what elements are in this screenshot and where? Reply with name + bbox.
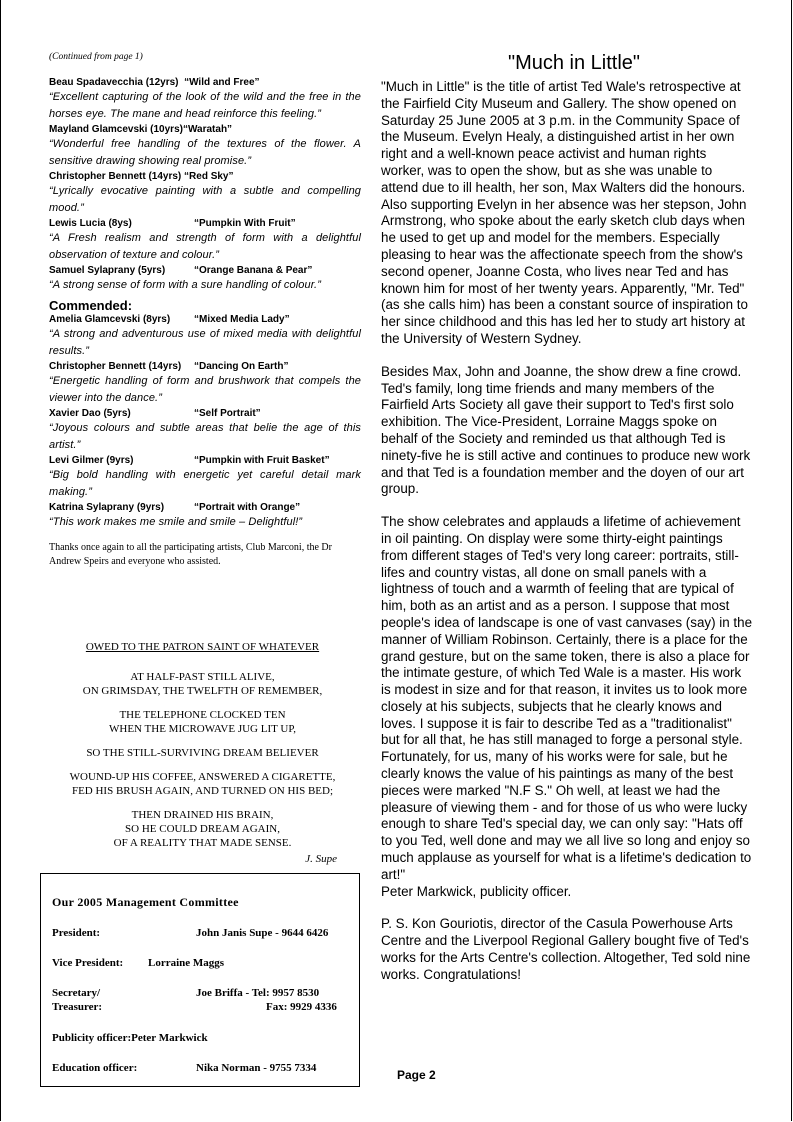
artwork-title: “Pumpkin With Fruit” xyxy=(194,218,296,229)
artwork-title: “Waratah” xyxy=(182,124,233,135)
vice-president-label: Vice President: xyxy=(52,957,124,969)
education-value: Nika Norman - 9755 7334 xyxy=(196,1062,317,1074)
vice-president-value: Lorraine Maggs xyxy=(148,957,225,969)
commended-entry xyxy=(49,407,361,454)
president-value: John Janis Supe - 9644 6426 xyxy=(196,927,329,939)
judge-critique: “A strong and adventurous use of mixed media with delightful results.” xyxy=(49,328,361,357)
artist-name: Christopher Bennett (14yrs) xyxy=(49,171,182,182)
artwork-title: “Mixed Media Lady” xyxy=(194,314,290,325)
poem-line: FED HIS BRUSH AGAIN, AND TURNED ON HIS BED; xyxy=(71,785,334,797)
artist-name: Mayland Glamcevski (10yrs) xyxy=(49,124,183,135)
artist-name: Beau Spadavecchia (12yrs) xyxy=(49,77,179,88)
commended-entry xyxy=(49,313,361,360)
poem-line: THE TELEPHONE CLOCKED TEN xyxy=(119,709,286,721)
article-paragraph: "Much in Little" is the title of artist Ted Wale's retrospective at the Fairfield City Museum and Gallery. The show opened on Saturday 25 June 2005 at 3 p.m. in the Community Space of the Museum. Evelyn Healy, a distinguished artist in her own right and a well-known peace activist and human rights worker, was to open the show, but as she was unable to attend due to ill health, her son, Max Walters did the honours. Also supporting Evelyn in her absence was her stepson, John Armstrong, who spoke about the early sketch club days when he used to get up and model for the members. Especially pleasing to hear was the affectionate speech from the show's second opener, Joanne Costa, who lives near Ted and has known him for most of her twenty years. Apparently, "Mr. Ted" (as she calls him) has been a constant source of inspiration to her since childhood and this has led her to study art history at the University of Western Sydney. xyxy=(381,79,748,346)
artist-name: Samuel Sylaprany (5yrs) xyxy=(49,265,166,276)
poem-line: SO HE COULD DREAM AGAIN, xyxy=(125,823,280,835)
award-entry xyxy=(49,217,361,264)
commended-entry xyxy=(49,360,361,407)
treasurer-label: Treasurer: xyxy=(52,1001,103,1013)
artwork-title: “Self Portrait” xyxy=(194,408,261,419)
award-entry xyxy=(49,123,361,170)
poem-title: OWED TO THE PATRON SAINT OF WHATEVER xyxy=(85,641,320,653)
artist-name: Xavier Dao (5yrs) xyxy=(49,408,131,419)
judge-critique: “Lyrically evocative painting with a subtle and compelling mood.” xyxy=(49,185,361,214)
artwork-title: “Pumpkin with Fruit Basket” xyxy=(194,455,330,466)
judge-critique: “Big bold handling with energetic yet careful detail mark making.” xyxy=(49,469,361,498)
judge-critique: “Excellent capturing of the look of the wild and the free in the horses eye. The mane and head reinforce this feeling.” xyxy=(49,91,361,120)
poem-line: OF A REALITY THAT MADE SENSE. xyxy=(113,837,292,849)
award-entries xyxy=(49,76,361,294)
poem-stanza xyxy=(40,770,365,798)
publicity-label: Publicity officer: xyxy=(52,1032,132,1044)
publicity-officer xyxy=(52,1032,208,1044)
poem-line: WOUND-UP HIS COFFEE, ANSWERED A CIGARETTE, xyxy=(69,771,336,783)
judge-critique: “Joyous colours and subtle areas that belie the age of this artist.” xyxy=(49,422,361,451)
poem-signature: J. Supe xyxy=(305,853,337,865)
treasurer-value: Fax: 9929 4336 xyxy=(266,1001,337,1013)
poem-line: THEN DRAINED HIS BRAIN, xyxy=(131,809,274,821)
article-byline: Peter Markwick, publicity officer. xyxy=(381,883,572,899)
commended-heading: Commended: xyxy=(49,298,133,313)
commended-entry xyxy=(49,454,361,501)
poem-stanza xyxy=(40,670,365,698)
artwork-title: “Portrait with Orange” xyxy=(194,502,301,513)
artist-name: Katrina Sylaprany (9yrs) xyxy=(49,502,165,513)
thanks-note: Thanks once again to all the participating artists, Club Marconi, the Dr Andrew Speirs and everyone who assisted. xyxy=(49,542,332,567)
artwork-title: “Dancing On Earth” xyxy=(194,361,289,372)
artist-name: Lewis Lucia (8ys) xyxy=(49,218,132,229)
commended-entries xyxy=(49,313,361,531)
award-entry xyxy=(49,76,361,123)
continued-note: (Continued from page 1) xyxy=(49,52,143,62)
page-number: Page 2 xyxy=(397,1068,436,1082)
poem-line: WHEN THE MICROWAVE JUG LIT UP, xyxy=(109,723,296,735)
awards-column xyxy=(49,52,361,569)
poem xyxy=(40,640,365,866)
poem-line: SO THE STILL-SURVIVING DREAM BELIEVER xyxy=(86,747,319,759)
article xyxy=(381,52,753,1000)
artwork-title: “Wild and Free” xyxy=(184,77,260,88)
award-entry xyxy=(49,170,361,217)
secretary-value: Joe Briffa - Tel: 9957 8530 xyxy=(196,987,320,999)
commended-entry xyxy=(49,501,361,531)
artist-name: Levi Gilmer (9yrs) xyxy=(49,455,134,466)
judge-critique: “Wonderful free handling of the textures of the flower. A sensitive drawing showing real promise.” xyxy=(49,138,361,167)
committee-title: Our 2005 Management Committee xyxy=(52,895,239,909)
poem-stanza xyxy=(40,808,365,850)
publicity-value: Peter Markwick xyxy=(131,1032,208,1044)
poem-line: ON GRIMSDAY, THE TWELFTH OF REMEMBER, xyxy=(82,685,323,697)
award-entry xyxy=(49,264,361,294)
committee-box xyxy=(40,873,360,1087)
article-postscript: P. S. Kon Gouriotis, director of the Casula Powerhouse Arts Centre and the Liverpool Regional Gallery bought five of Ted's works for the Arts Centre's collection. Altogether, Ted sold nine works. Congratulations! xyxy=(381,916,751,982)
education-label: Education officer: xyxy=(52,1062,138,1074)
president-label: President: xyxy=(52,927,101,939)
secretary-label: Secretary/ xyxy=(52,987,101,999)
article-paragraph: The show celebrates and applauds a lifetime of achievement in oil painting. On display were some thirty-eight paintings from different stages of Ted's very long career: portraits, still-lifes and country vistas, all done on small panels with a lightness of touch and a warmth of feeling that are typical of him, both as an artist and as a person. I suppose that most people's idea of landscape is one of vast canvases (say) in the manner of William Robinson. Certainly, there is a place for the grand gesture, but on the same token, there is also a place for the intimate gesture, of which Ted Wale is a master. His work is modest in size and for that reason, it invites us to look more closely at his subjects, subjects that he clearly knows and loves. I suppose it is fair to describe Ted as a "traditionalist" but for all that, he has still managed to forge a personal style. Fortunately, for us, many of his works were for sale, but he clearly knows the value of his paintings as many of the best pieces were marked "N.F S." Oh well, at least we had the pleasure of viewing them - and for those of us who were lucky enough to share Ted's special day, we can only say: "Hats off to you Ted, well done and may we all live so long and enjoy so much applause as yourself for what is a lifetime's dedication to art!" xyxy=(381,514,753,882)
artwork-title: “Orange Banana & Pear” xyxy=(194,265,313,276)
poem-stanza xyxy=(40,746,365,760)
artist-name: Amelia Glamcevski (8yrs) xyxy=(49,314,171,325)
judge-critique: “Energetic handling of form and brushwork that compels the viewer into the dance.” xyxy=(49,375,361,404)
judge-critique: “A strong sense of form with a sure handling of colour.” xyxy=(49,279,321,291)
judge-critique: “A Fresh realism and strength of form with a delightful observation of texture and colour.” xyxy=(49,232,361,261)
article-title: "Much in Little" xyxy=(507,52,641,74)
poem-line: AT HALF-PAST STILL ALIVE, xyxy=(130,671,275,683)
poem-stanza xyxy=(40,708,365,736)
artwork-title: “Red Sky” xyxy=(184,171,234,182)
artist-name: Christopher Bennett (14yrs) xyxy=(49,361,182,372)
article-paragraph: Besides Max, John and Joanne, the show drew a fine crowd. Ted's family, long time friends and many members of the Fairfield Arts Society all gave their support to Ted's first solo exhibition. The Vice-President, Lorraine Maggs spoke on behalf of the Society and reminded us that although Ted is ninety-five he is still active and continues to produce new work and that Ted is a foundation member and the doyen of our art group. xyxy=(381,363,751,497)
judge-critique: “This work makes me smile and smile – Delightful!” xyxy=(49,516,303,528)
